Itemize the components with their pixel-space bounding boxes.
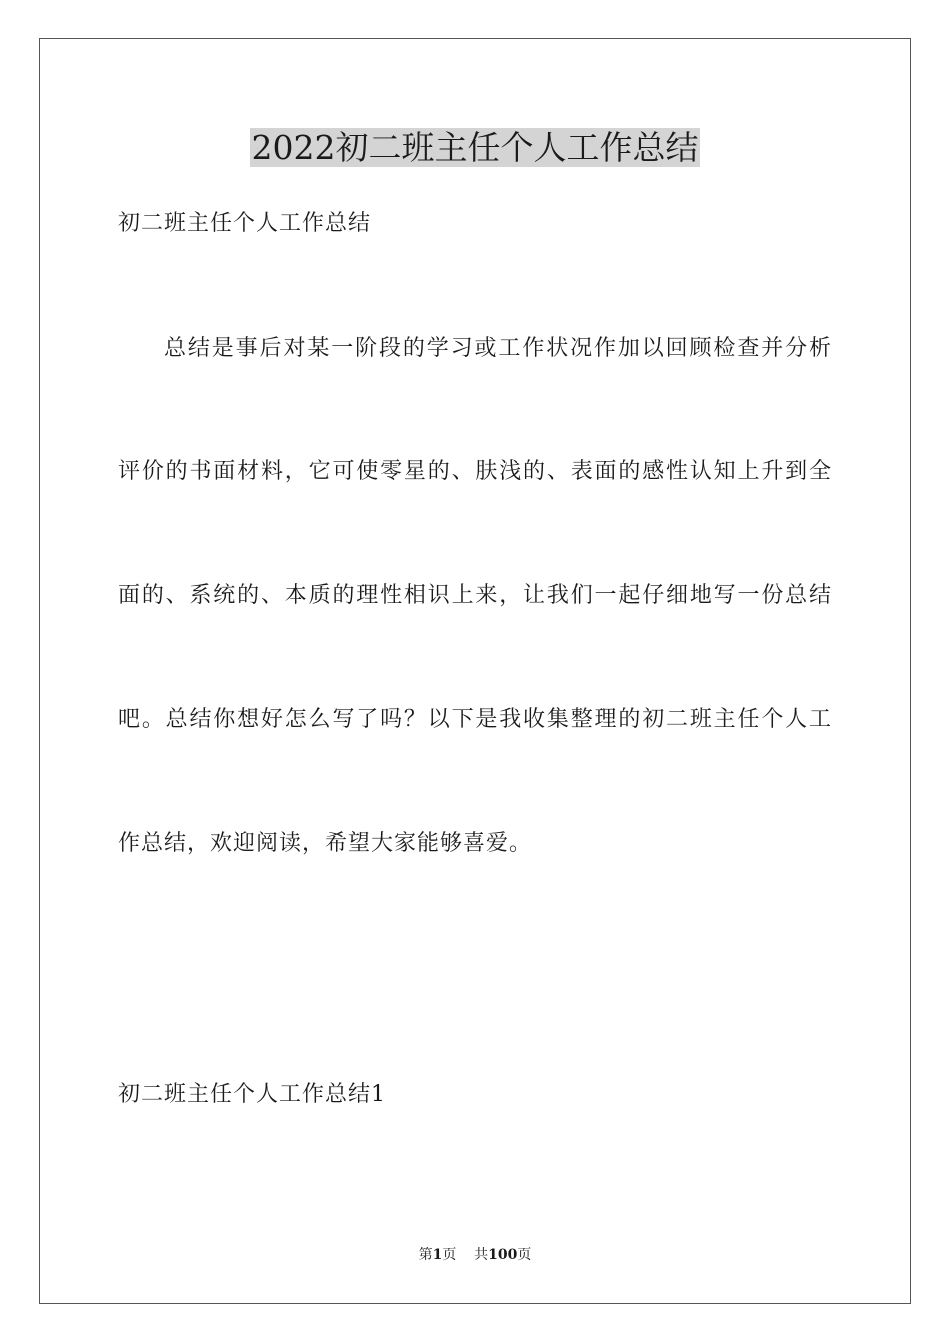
page-footer (0, 1245, 950, 1265)
footer-total-suffix: 页 (517, 1247, 532, 1263)
footer-total-prefix: 共 (474, 1247, 489, 1263)
footer-page-suffix: 页 (442, 1247, 457, 1263)
paragraph-line-5: 作总结，欢迎阅读，希望大家能够喜爱。 (118, 831, 533, 856)
footer-page-prefix: 第 (418, 1247, 433, 1263)
paragraph-line-2: 评价的书面材料，它可使零星的、肤浅的、表面的感性认知上升到全 (118, 459, 832, 484)
document-subtitle: 初二班主任个人工作总结 (118, 211, 372, 236)
document-title-text: 2022初二班主任个人工作总结 (251, 128, 699, 167)
footer-total-pages: 100 (488, 1247, 518, 1263)
paragraph-line-4: 吧。总结你想好怎么写了吗？以下是我收集整理的初二班主任个人工 (118, 707, 832, 732)
paragraph-line-3: 面的、系统的、本质的理性相识上来，让我们一起仔细地写一份总结 (118, 583, 832, 608)
document-title (0, 124, 950, 172)
section-heading: 初二班主任个人工作总结1 (118, 1082, 386, 1107)
footer-page-current: 1 (432, 1247, 443, 1263)
paragraph-line-1: 总结是事后对某一阶段的学习或工作状况作加以回顾检查并分析 (164, 336, 832, 361)
